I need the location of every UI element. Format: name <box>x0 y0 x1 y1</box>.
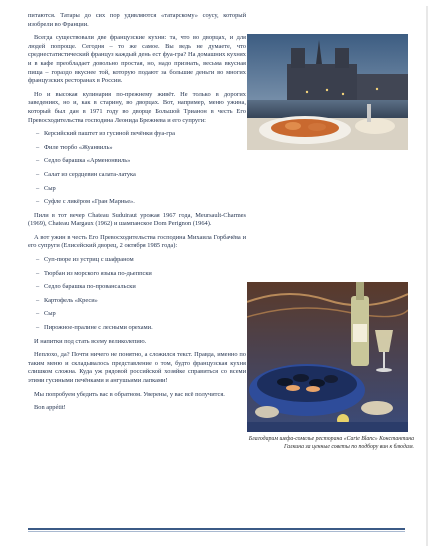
menu-list-1985 <box>28 256 246 333</box>
paragraph: питаются. Татары до сих пор удивляются «татарскому» соусу, который изобрели во Франции. <box>28 12 246 28</box>
menu-item: – Пирожное-пралине с лесными орехами. <box>36 324 246 333</box>
text-column <box>28 12 246 418</box>
menu-item: – Сыр <box>36 185 246 194</box>
photo-caption: Благодарим шефа-сомелье ресторана «Carte Blanc» Константина Галкина за ценные советы по подбору вин к блюдам. <box>248 436 414 450</box>
paragraph: Неплохо, да? Почти ничего не понятно, а сложился текст. Правда, именно по таким меню и складывалось представление о том, будто французская кухня слишком сложна. Куда уж рядовой российской хозяйке справиться со всеми этими гусиными печёнками и ангушьими лапками! <box>28 351 246 384</box>
bottom-rule <box>28 528 405 530</box>
page-edge <box>426 6 428 546</box>
menu-item: – Суфле с ликёром «Гран Марнье». <box>36 198 246 207</box>
photo-mussels-illustration <box>247 282 408 432</box>
menu-item: – Филе тюрбо «Жуанвиль» <box>36 144 246 153</box>
paragraph: Но и высокая кулинария по-прежнему живёт. Не только в дорогих заведениях, но и, как в старину, во дворцах. Вот, например, меню ужина, который был дан в 1971 году во дворце Большой Трианон в честь Его Превосходительства господина Леонида Брежнева и его супруги: <box>28 90 246 124</box>
photo-mussels-wine <box>247 282 408 432</box>
paragraph: А вот ужин в честь Его Превосходительства господина Михаила Горбачёва и его супруги (Елисейский дворец, 2 октября 1985 года): <box>28 233 246 250</box>
menu-item: – Керсийский паштет из гусиной печёнки фуа-гра <box>36 130 246 139</box>
menu-list-1971 <box>28 130 246 207</box>
paragraph: Всегда существовали две французские кухни: та, что во дворцах, и для людей попроще. Сегодня – то же самое. Вы ведь не думаете, что среднестатистический француз каждый день ест фуа-гра? На домашних кухнях и в кафе преобладает довольно простая, но, надо признать, весьма вкусная пища – гораздо вкуснее той, которую подают за большие деньги во многих французских ресторанах в России. <box>28 34 246 85</box>
paragraph: Пили в тот вечер Chateau Suduiraut урожая 1967 года, Meursault-Charmes (1969), Chateau Margaux (1962) и шампанское Dom Perignon (1964). <box>28 211 246 228</box>
menu-item: – Сыр <box>36 310 246 319</box>
menu-item: – Салат из сердцевин салата-латука <box>36 171 246 180</box>
paragraph: Мы попробуем убедить вас в обратном. Уверены, у вас всё получится. <box>34 390 225 398</box>
menu-item: – Картофель «Креси» <box>36 297 246 306</box>
menu-item: – Седло барашка по-провансальски <box>36 283 246 292</box>
paragraph: И напитки под стать всему великолепию. <box>34 337 147 345</box>
sign-off: Bon appétit! <box>34 404 66 412</box>
menu-item: – Суп-пюре из устриц с шафраном <box>36 256 246 265</box>
bottom-rule-thin <box>28 531 405 532</box>
photo-notre-dame-illustration <box>247 34 408 150</box>
menu-item: – Тюрбан из морского языка по-дьеппски <box>36 270 246 279</box>
photo-notre-dame-seafood <box>247 34 408 150</box>
menu-item: – Седло барашка «Арменонвиль» <box>36 157 246 166</box>
